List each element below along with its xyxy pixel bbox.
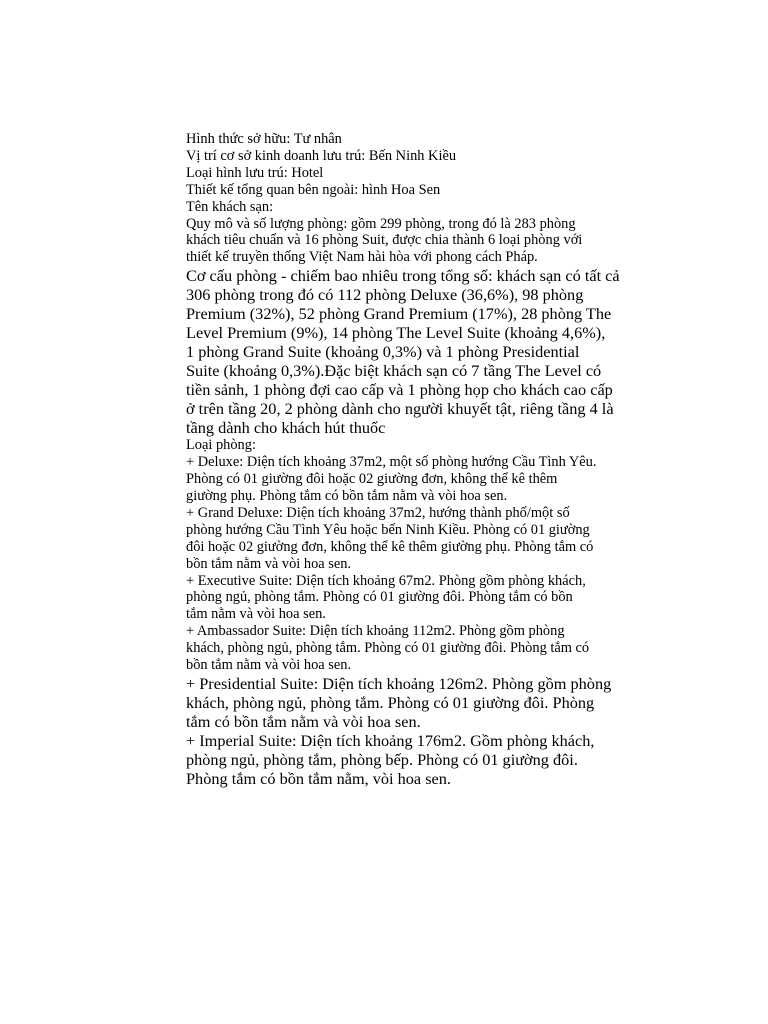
imperial-paragraph xyxy=(186,731,632,788)
scale-paragraph xyxy=(186,216,632,267)
presidential-line: + Presidential Suite: Diện tích khoảng 126m2. Phòng gồm phòng xyxy=(186,673,612,693)
grand-deluxe-line: + Grand Deluxe: Diện tích khoảng 37m2, hướng thành phố/một số xyxy=(186,504,570,521)
ownership-line: Hình thức sở hữu: Tư nhân xyxy=(186,131,342,147)
structure-line: tiền sảnh, 1 phòng đợi cao cấp và 1 phòng họp cho khách cao cấp xyxy=(186,380,613,400)
ambassador-paragraph xyxy=(186,623,632,674)
ambassador-line: khách, phòng ngủ, phòng tắm. Phòng có 01 giường đôi. Phòng tắm có xyxy=(186,640,590,657)
executive-line: phòng ngủ, phòng tắm. Phòng có 01 giường đôi. Phòng tắm có bồn xyxy=(186,589,573,606)
room-types-label: Loại phòng: xyxy=(186,437,256,454)
structure-line: 306 phòng trong đó có 112 phòng Deluxe (36,6%), 98 phòng xyxy=(186,285,584,305)
structure-line: Level Premium (9%), 14 phòng The Level Suite (khoảng 4,6%), xyxy=(186,323,606,343)
presidential-line: khách, phòng ngủ, phòng tắm. Phòng có 01 giường đôi. Phòng xyxy=(186,692,595,712)
presidential-line: tắm có bồn tắm nằm và vòi hoa sen. xyxy=(186,711,421,731)
deluxe-line: Phòng có 01 giường đôi hoặc 02 giường đơn, không thể kê thêm xyxy=(186,471,558,488)
grand-deluxe-line: đôi hoặc 02 giường đơn, không thể kê thêm giường phụ. Phòng tắm có xyxy=(186,538,594,555)
imperial-line: Phòng tắm có bồn tắm nằm, vòi hoa sen. xyxy=(186,768,451,788)
structure-line: Suite (khoảng 0,3%).Đặc biệt khách sạn có 7 tầng The Level có xyxy=(186,361,602,381)
grand-deluxe-paragraph xyxy=(186,505,632,573)
deluxe-line: + Deluxe: Diện tích khoảng 37m2, một số phòng hướng Cầu Tình Yêu. xyxy=(186,454,597,471)
scale-line: thiết kế truyền thống Việt Nam hài hòa với phong cách Pháp. xyxy=(186,249,538,266)
structure-line: 1 phòng Grand Suite (khoảng 0,3%) và 1 phòng Presidential xyxy=(186,342,580,362)
grand-deluxe-line: bồn tắm nằm và vòi hoa sen. xyxy=(186,555,352,572)
deluxe-line: giường phụ. Phòng tắm có bồn tắm nằm và vòi hoa sen. xyxy=(186,487,508,504)
executive-line: tắm nằm và vòi hoa sen. xyxy=(186,606,326,623)
imperial-line: phòng ngủ, phòng tắm, phòng bếp. Phòng có 01 giường đôi. xyxy=(186,749,578,769)
ambassador-line: bồn tắm nằm và vòi hoa sen. xyxy=(186,657,352,674)
structure-line: ở trên tầng 20, 2 phòng dành cho người khuyết tật, riêng tầng 4 là xyxy=(186,399,614,419)
scale-line: Quy mô và số lượng phòng: gồm 299 phòng, trong đó là 283 phòng xyxy=(186,215,576,232)
structure-line: tầng dành cho khách hút thuốc xyxy=(186,418,386,438)
scale-line: khách tiêu chuẩn và 16 phòng Suit, được chia thành 6 loại phòng với xyxy=(186,232,583,249)
imperial-line: + Imperial Suite: Diện tích khoảng 176m2. Gồm phòng khách, xyxy=(186,730,595,750)
hotel-name-line: Tên khách sạn: xyxy=(186,198,274,215)
structure-line: Cơ cấu phòng - chiếm bao nhiêu trong tổng số: khách sạn có tất cả xyxy=(186,266,620,286)
structure-line: Premium (32%), 52 phòng Grand Premium (17%), 28 phòng The xyxy=(186,304,612,324)
executive-line: + Executive Suite: Diện tích khoảng 67m2. Phòng gồm phòng khách, xyxy=(186,572,586,589)
grand-deluxe-line: phòng hướng Cầu Tình Yêu hoặc bến Ninh Kiều. Phòng có 01 giường xyxy=(186,521,590,538)
presidential-paragraph xyxy=(186,674,632,731)
type-line: Loại hình lưu trú: Hotel xyxy=(186,164,324,181)
structure-paragraph xyxy=(186,266,632,437)
document-body xyxy=(186,131,632,788)
executive-paragraph xyxy=(186,573,632,624)
design-line: Thiết kế tổng quan bên ngoài: hình Hoa Sen xyxy=(186,181,441,198)
location-line: Vị trí cơ sở kinh doanh lưu trú: Bến Ninh Kiều xyxy=(186,147,457,164)
deluxe-paragraph xyxy=(186,454,632,505)
ambassador-line: + Ambassador Suite: Diện tích khoảng 112m2. Phòng gồm phòng xyxy=(186,623,565,640)
